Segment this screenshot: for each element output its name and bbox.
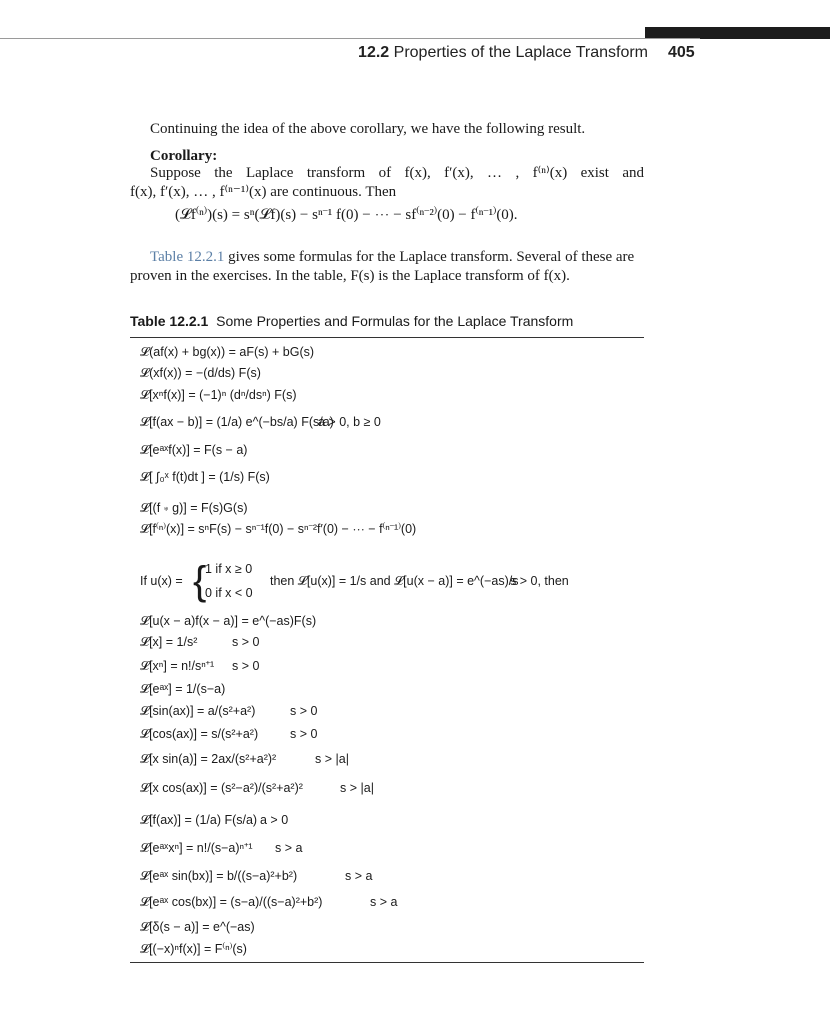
- table-row: 𝓛[eᵃˣ sin(bx)] = b/((s−a)²+b²): [140, 869, 298, 883]
- table-row: 𝓛[f⁽ⁿ⁾(x)] = sⁿF(s) − sⁿ⁻¹f(0) − sⁿ⁻²f′(0) − ⋯ − f⁽ⁿ⁻¹⁾(0): [140, 522, 417, 536]
- table-row: 𝓛[cos(ax)] = s/(s²+a²): [140, 727, 259, 741]
- table-row: 𝓛[xⁿ] = n!/sⁿ⁺¹: [140, 659, 215, 673]
- table-row-condition: s > 0: [232, 659, 260, 673]
- table-row-condition: a > 0, b ≥ 0: [318, 415, 381, 429]
- table-row-condition: s > 0: [290, 704, 318, 718]
- table-ref-text: gives some formulas for the Laplace transform. Several of these are: [224, 249, 635, 265]
- corollary-line-1: Suppose the Laplace transform of f(x), f′(x), … , f⁽ⁿ⁾(x) exist and: [150, 165, 644, 181]
- table-row: 𝓛[x] = 1/s²: [140, 635, 198, 649]
- table-ref-paragraph: [150, 248, 644, 267]
- table-row: 𝓛(af(x) + bg(x)) = aF(s) + bG(s): [140, 345, 315, 359]
- table-row: 𝓛[f(ax − b)] = (1/a) e^(−bs/a) F(s/a): [140, 415, 334, 429]
- table-row: 𝓛[sin(ax)] = a/(s²+a²): [140, 704, 256, 718]
- table-row: 𝓛[δ(s − a)] = e^(−as): [140, 920, 255, 934]
- table-row-condition: s > |a|: [340, 781, 374, 795]
- table-row: 𝓛[f(ax)] = (1/a) F(s/a): [140, 813, 258, 827]
- header-rule: [0, 38, 700, 39]
- table-row: 𝓛[eᵃˣf(x)] = F(s − a): [140, 443, 248, 457]
- unit-step-result: then 𝓛[u(x)] = 1/s and 𝓛[u(x − a)] = e^(−as)/s: [270, 574, 519, 588]
- running-header: [0, 44, 648, 62]
- table-row-condition: s > 0: [290, 727, 318, 741]
- table-ref-paragraph-line-2: proven in the exercises. In the table, F(s) is the Laplace transform of f(x).: [130, 268, 570, 284]
- table-row: 𝓛[ ∫₀ˣ f(t)dt ] = (1/s) F(s): [140, 470, 270, 484]
- section-number: 12.2: [358, 44, 390, 61]
- corollary-line-2: f(x), f′(x), … , f⁽ⁿ⁻¹⁾(x) are continuous. Then: [130, 184, 397, 200]
- table-row-condition: s > 0: [232, 635, 260, 649]
- unit-step-case-1: 1 if x ≥ 0: [205, 562, 253, 576]
- section-title: Properties of the Laplace Transform: [393, 44, 648, 61]
- table-label: Table 12.2.1: [130, 313, 209, 329]
- unit-step-prefix: If u(x) =: [140, 574, 183, 588]
- table-row: 𝓛[(−x)ⁿf(x)] = F⁽ⁿ⁾(s): [140, 942, 247, 956]
- corollary-heading: Corollary:: [150, 148, 218, 164]
- corollary-formula: (𝓛f⁽ⁿ⁾)(s) = sⁿ(𝓛f)(s) − sⁿ⁻¹ f(0) − ⋯ − sf⁽ⁿ⁻²⁾(0) − f⁽ⁿ⁻¹⁾(0).: [175, 207, 518, 223]
- table-row-condition: s > |a|: [315, 752, 349, 766]
- unit-step-condition: s > 0, then: [510, 574, 569, 588]
- table-row: 𝓛[(f ∗ g)] = F(s)G(s): [140, 501, 248, 515]
- table-row: 𝓛[eᵃˣ] = 1/(s−a): [140, 682, 226, 696]
- table-row: 𝓛[xⁿf(x)] = (−1)ⁿ (dⁿ/dsⁿ) F(s): [140, 388, 297, 402]
- table-row: 𝓛[u(x − a)f(x − a)] = e^(−as)F(s): [140, 614, 317, 628]
- page-number: 405: [668, 44, 695, 61]
- unit-step-case-2: 0 if x < 0: [205, 586, 253, 600]
- table-row: 𝓛(xf(x)) = −(d/ds) F(s): [140, 366, 261, 380]
- table-row-condition: a > 0: [260, 813, 289, 827]
- table-row-condition: s > a: [345, 869, 373, 883]
- table-title: [130, 313, 573, 329]
- intro-paragraph: Continuing the idea of the above corollary, we have the following result.: [150, 121, 586, 137]
- table-bottom-rule: [130, 962, 644, 963]
- table-row-condition: s > a: [275, 841, 303, 855]
- table-row: 𝓛[eᵃˣ cos(bx)] = (s−a)/((s−a)²+b²): [140, 895, 323, 909]
- table-row: 𝓛[x sin(a)] = 2ax/(s²+a²)²: [140, 752, 277, 766]
- cases-brace: {: [193, 559, 207, 603]
- table-top-rule: [130, 337, 644, 338]
- table-ref-link[interactable]: Table 12.2.1: [150, 249, 225, 265]
- table-caption: Some Properties and Formulas for the Laplace Transform: [216, 313, 574, 329]
- table-row: 𝓛[x cos(ax)] = (s²−a²)/(s²+a²)²: [140, 781, 303, 795]
- table-row: 𝓛[eᵃˣxⁿ] = n!/(s−a)ⁿ⁺¹: [140, 841, 253, 855]
- table-row-condition: s > a: [370, 895, 398, 909]
